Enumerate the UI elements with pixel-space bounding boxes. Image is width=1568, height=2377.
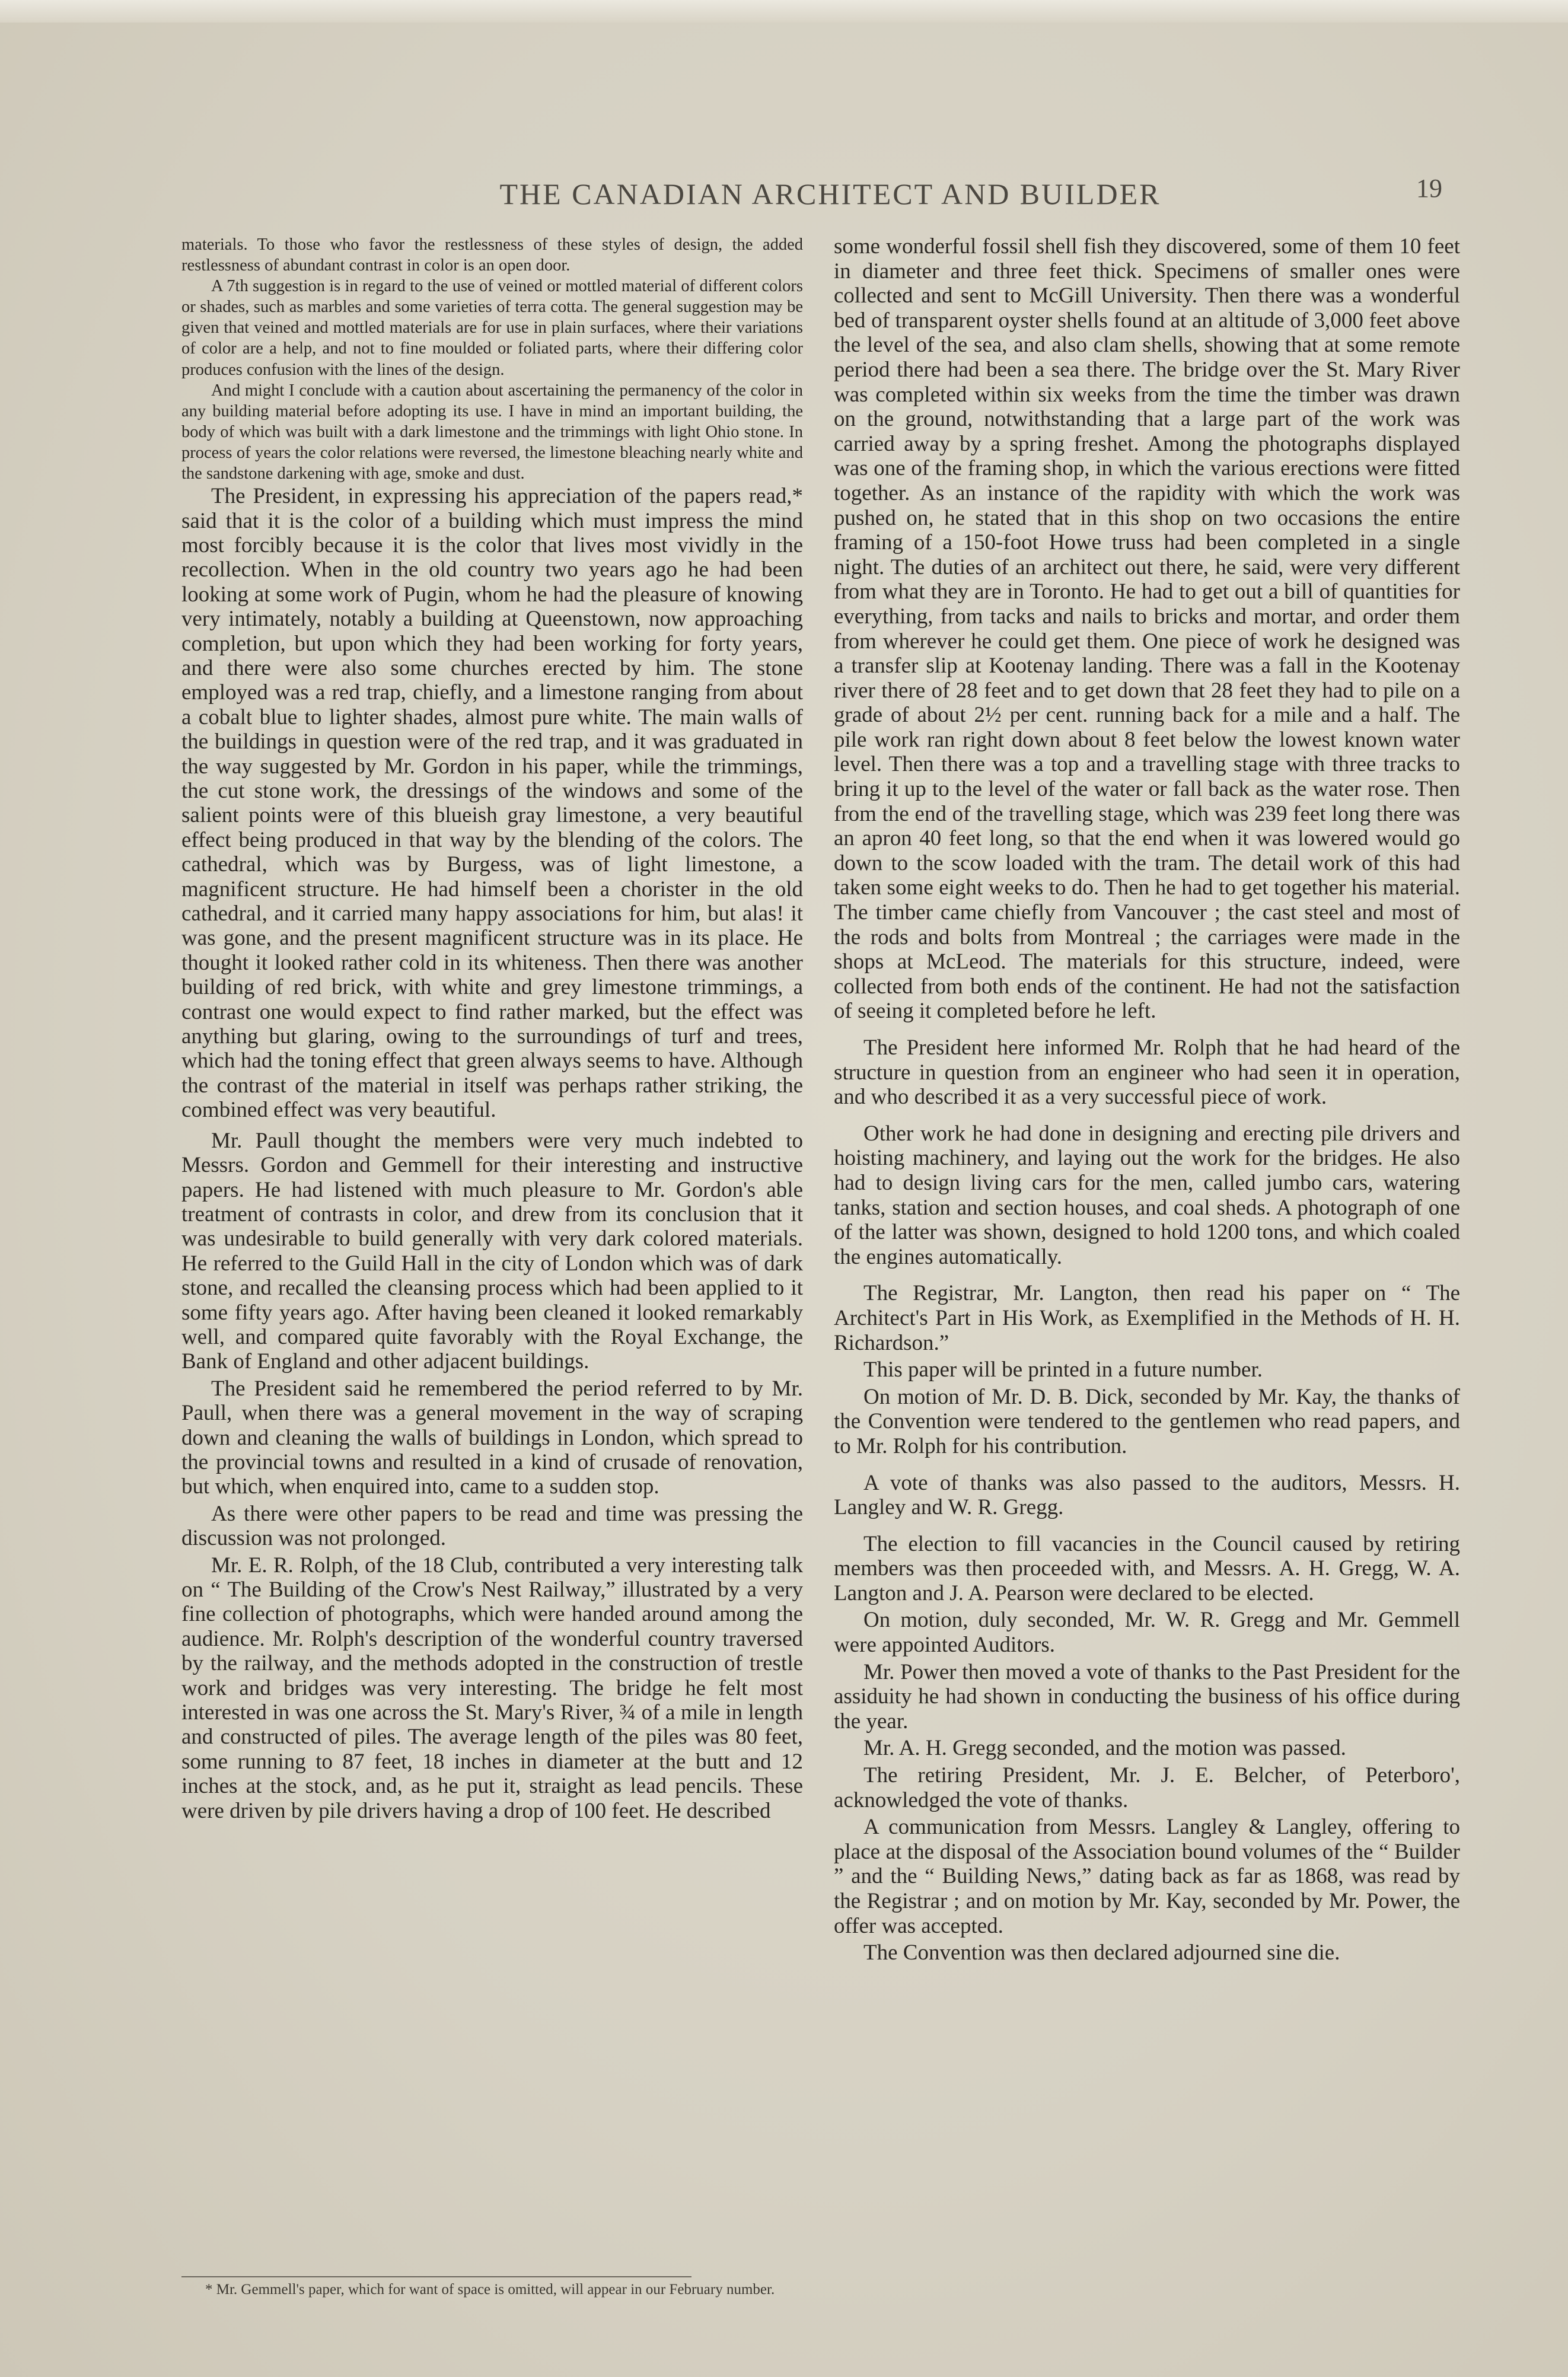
- page-top-edge: [0, 0, 1568, 23]
- paragraph-right-13: A communication from Messrs. Langley & Langley, offering to place at the disposal of the Association bound volumes of the “ Builder ” and the “ Building News,” dating back as far as 1868, was read by the Registrar ; and on motion by Mr. Kay, seconded by Mr. Power, the offer was accepted.: [834, 1815, 1460, 1938]
- paragraph-left-5: Mr. E. R. Rolph, of the 18 Club, contributed a very interesting talk on “ The Building of the Crow's Nest Railway,” illustrated by a very fine collection of photographs, which were handed around among the audience. Mr. Rolph's description of the wonderful country traversed by the railway, and the methods adopted in the construction of trestle work and bridges was very interesting. The bridge he felt most interested in was one across the St. Mary's River, ¾ of a mile in length and constructed of piles. The average length of the piles was 80 feet, some running to 87 feet, 18 inches in diameter at the butt and 12 inches at the stock, and, as he put it, straight as lead pencils. These were driven by pile drivers having a drop of 100 feet. He described: [181, 1553, 803, 1823]
- paragraph-right-5: This paper will be printed in a future number.: [863, 1358, 1263, 1382]
- paragraph-left-2: Mr. Paull thought the members were very much indebted to Messrs. Gordon and Gemmell for their interesting and instructive papers. He had listened with much pleasure to Mr. Gordon's able treatment of contrasts in color, and drew from its conclusion that it was undesirable to build generally with very dark colored materials. He referred to the Guild Hall in the city of London which was of dark stone, and recalled the cleansing process which had been applied to it some fifty years ago. After having been cleaned it looked remarkably well, and compared quite favorably with the Royal Exchange, the Bank of England and other adjacent buildings.: [181, 1128, 803, 1374]
- paragraph-right-8: The election to fill vacancies in the Council caused by retiring members was then proceeded with, and Messrs. A. H. Gregg, W. A. Langton and J. A. Pearson were declared to be elected.: [834, 1531, 1460, 1605]
- footnote: * Mr. Gemmell's paper, which for want of space is omitted, will appear in our February number.: [205, 2282, 775, 2298]
- left-column: [181, 234, 803, 1823]
- paragraph-left-small-2: A 7th suggestion is in regard to the use of veined or mottled material of different colors or shades, such as marbles and some varieties of terra cotta. The general suggestion may be given that veined and mottled materials are for use in plain surfaces, where their variations of color are a help, and not to fine moulded or foliated parts, where their differing color produces confusion with the lines of the design.: [181, 277, 803, 379]
- paragraph-right-6: On motion of Mr. D. B. Dick, seconded by Mr. Kay, the thanks of the Convention were tendered to the gentlemen who read papers, and to Mr. Rolph for his contribution.: [834, 1384, 1460, 1458]
- paragraph-right-2: The President here informed Mr. Rolph that he had heard of the structure in question from an engineer who had seen it in operation, and who described it as a very successful piece of work.: [834, 1035, 1460, 1110]
- footnote-rule: [181, 2276, 691, 2277]
- paragraph-right-11: Mr. A. H. Gregg seconded, and the motion was passed.: [863, 1736, 1346, 1761]
- paragraph-right-3: Other work he had done in designing and erecting pile drivers and hoisting machinery, and laying out the work for the bridges. He also had to design living cars for the men, called jumbo cars, watering tanks, station and section houses, and coal sheds. A photograph of one of the latter was shown, designed to hold 1200 tons, and which coaled the engines automatically.: [834, 1121, 1460, 1269]
- paragraph-right-14: The Convention was then declared adjourned sine die.: [863, 1941, 1340, 1965]
- paragraph-right-1: some wonderful fossil shell fish they discovered, some of them 10 feet in diameter and three feet thick. Specimens of smaller ones were collected and sent to McGill University. Then there was a wonderful bed of transparent oyster shells found at an altitude of 3,000 feet above the level of the sea, and also clam shells, showing that at some remote period there had been a sea there. The bridge over the St. Mary River was completed within six weeks from the time the timber was drawn on the ground, notwithstanding that a large part of the work was carried away by a spring freshet. Among the photographs displayed was one of the framing shop, in which the various erections were fitted together. As an instance of the rapidity with which the work was pushed on, he stated that in this shop on two occasions the entire framing of a 150-foot Howe truss had been completed in a single night. The duties of an architect out there, he said, were very different from what they are in Toronto. He had to get out a bill of quantities for everything, from tacks and nails to bricks and mortar, and order them from wherever he could get them. One piece of work he designed was a transfer slip at Kootenay landing. There was a fall in the Kootenay river there of 28 feet and to get down that 28 feet they had to pile on a grade of about 2½ per cent. running back for a mile and a half. The pile work ran right down about 8 feet below the lowest known water level. Then there was a top and a travelling stage with three tracks to bring it up to the level of the water or fall back as the water rose. Then from the end of the travelling stage, which was 239 feet long there was an apron 40 feet long, so that the end when it was lowered would go down to the scow loaded with the tram. The detail work of this had taken some eight weeks to do. Then he had to get together his material. The timber came chiefly from Vancouver ; the cast steel and most of the rods and bolts from Montreal ; the carriages were made in the shops at McLeod. The materials for this structure, indeed, were collected from both ends of the continent. He had not the satisfaction of seeing it completed before he left.: [834, 234, 1460, 1024]
- paragraph-right-9: On motion, duly seconded, Mr. W. R. Gregg and Mr. Gemmell were appointed Auditors.: [834, 1608, 1460, 1658]
- paragraph-right-10: Mr. Power then moved a vote of thanks to the Past President for the assiduity he had shown in conducting the business of his office during the year.: [834, 1659, 1460, 1734]
- right-column: [834, 234, 1460, 1965]
- paragraph-right-12: The retiring President, Mr. J. E. Belcher, of Peterboro', acknowledged the vote of thanks.: [834, 1763, 1460, 1812]
- paragraph-left-small-3: And might I conclude with a caution about ascertaining the permanency of the color in any building material before adopting its use. I have in mind an important building, the body of which was built with a dark limestone and the trimmings with light Ohio stone. In process of years the color relations were reversed, the limestone bleaching nearly white and the sandstone darkening with age, smoke and dust.: [181, 381, 803, 483]
- paragraph-right-4: The Registrar, Mr. Langton, then read his paper on “ The Architect's Part in His Work, as Exemplified in the Methods of H. H. Richardson.”: [834, 1281, 1460, 1355]
- paragraph-left-small-1: materials. To those who favor the restlessness of these styles of design, the added restlessness of abundant contrast in color is an open door.: [181, 235, 803, 275]
- page-number: 19: [1416, 174, 1442, 203]
- paragraph-left-3: The President said he remembered the period referred to by Mr. Paull, when there was a general movement in the way of scraping down and cleaning the walls of buildings in London, which spread to the provincial towns and resulted in a kind of crusade of renovation, but which, when enquired into, came to a sudden stop.: [181, 1376, 803, 1499]
- paragraph-left-4: As there were other papers to be read and time was pressing the discussion was not prolonged.: [181, 1501, 803, 1551]
- running-header: THE CANADIAN ARCHITECT AND BUILDER: [499, 177, 1161, 211]
- paragraph-right-7: A vote of thanks was also passed to the auditors, Messrs. H. Langley and W. R. Gregg.: [834, 1470, 1460, 1520]
- paragraph-left-1: The President, in expressing his appreciation of the papers read,* said that it is the color of a building which must impress the mind most forcibly because it is the color that lives most vividly in the recollection. When in the old country two years ago he had been looking at some work of Pugin, whom he had the pleasure of knowing very intimately, notably a building at Queenstown, now approaching completion, but upon which they had been working for forty years, and there were also some churches erected by him. The stone employed was a red trap, chiefly, and a limestone ranging from about a cobalt blue to lighter shades, almost pure white. The main walls of the buildings in question were of the red trap, and it was graduated in the way suggested by Mr. Gordon in his paper, while the trimmings, the cut stone work, the dressings of the windows and some of the salient points were of this blueish gray limestone, a very beautiful effect being produced in that way by the blending of the colors. The cathedral, which was by Burgess, was of light limestone, a magnificent structure. He had himself been a chorister in the old cathedral, and it carried many happy associations for him, but alas! it was gone, and the present magnificent structure was in its place. He thought it looked rather cold in its whiteness. Then there was another building of red brick, with white and grey limestone trimmings, a contrast one would expect to find rather marked, but the effect was anything but glaring, owing to the surroundings of turf and trees, which had the toning effect that green always seems to have. Although the contrast of the material in itself was perhaps rather striking, the combined effect was very beautiful.: [181, 484, 803, 1123]
